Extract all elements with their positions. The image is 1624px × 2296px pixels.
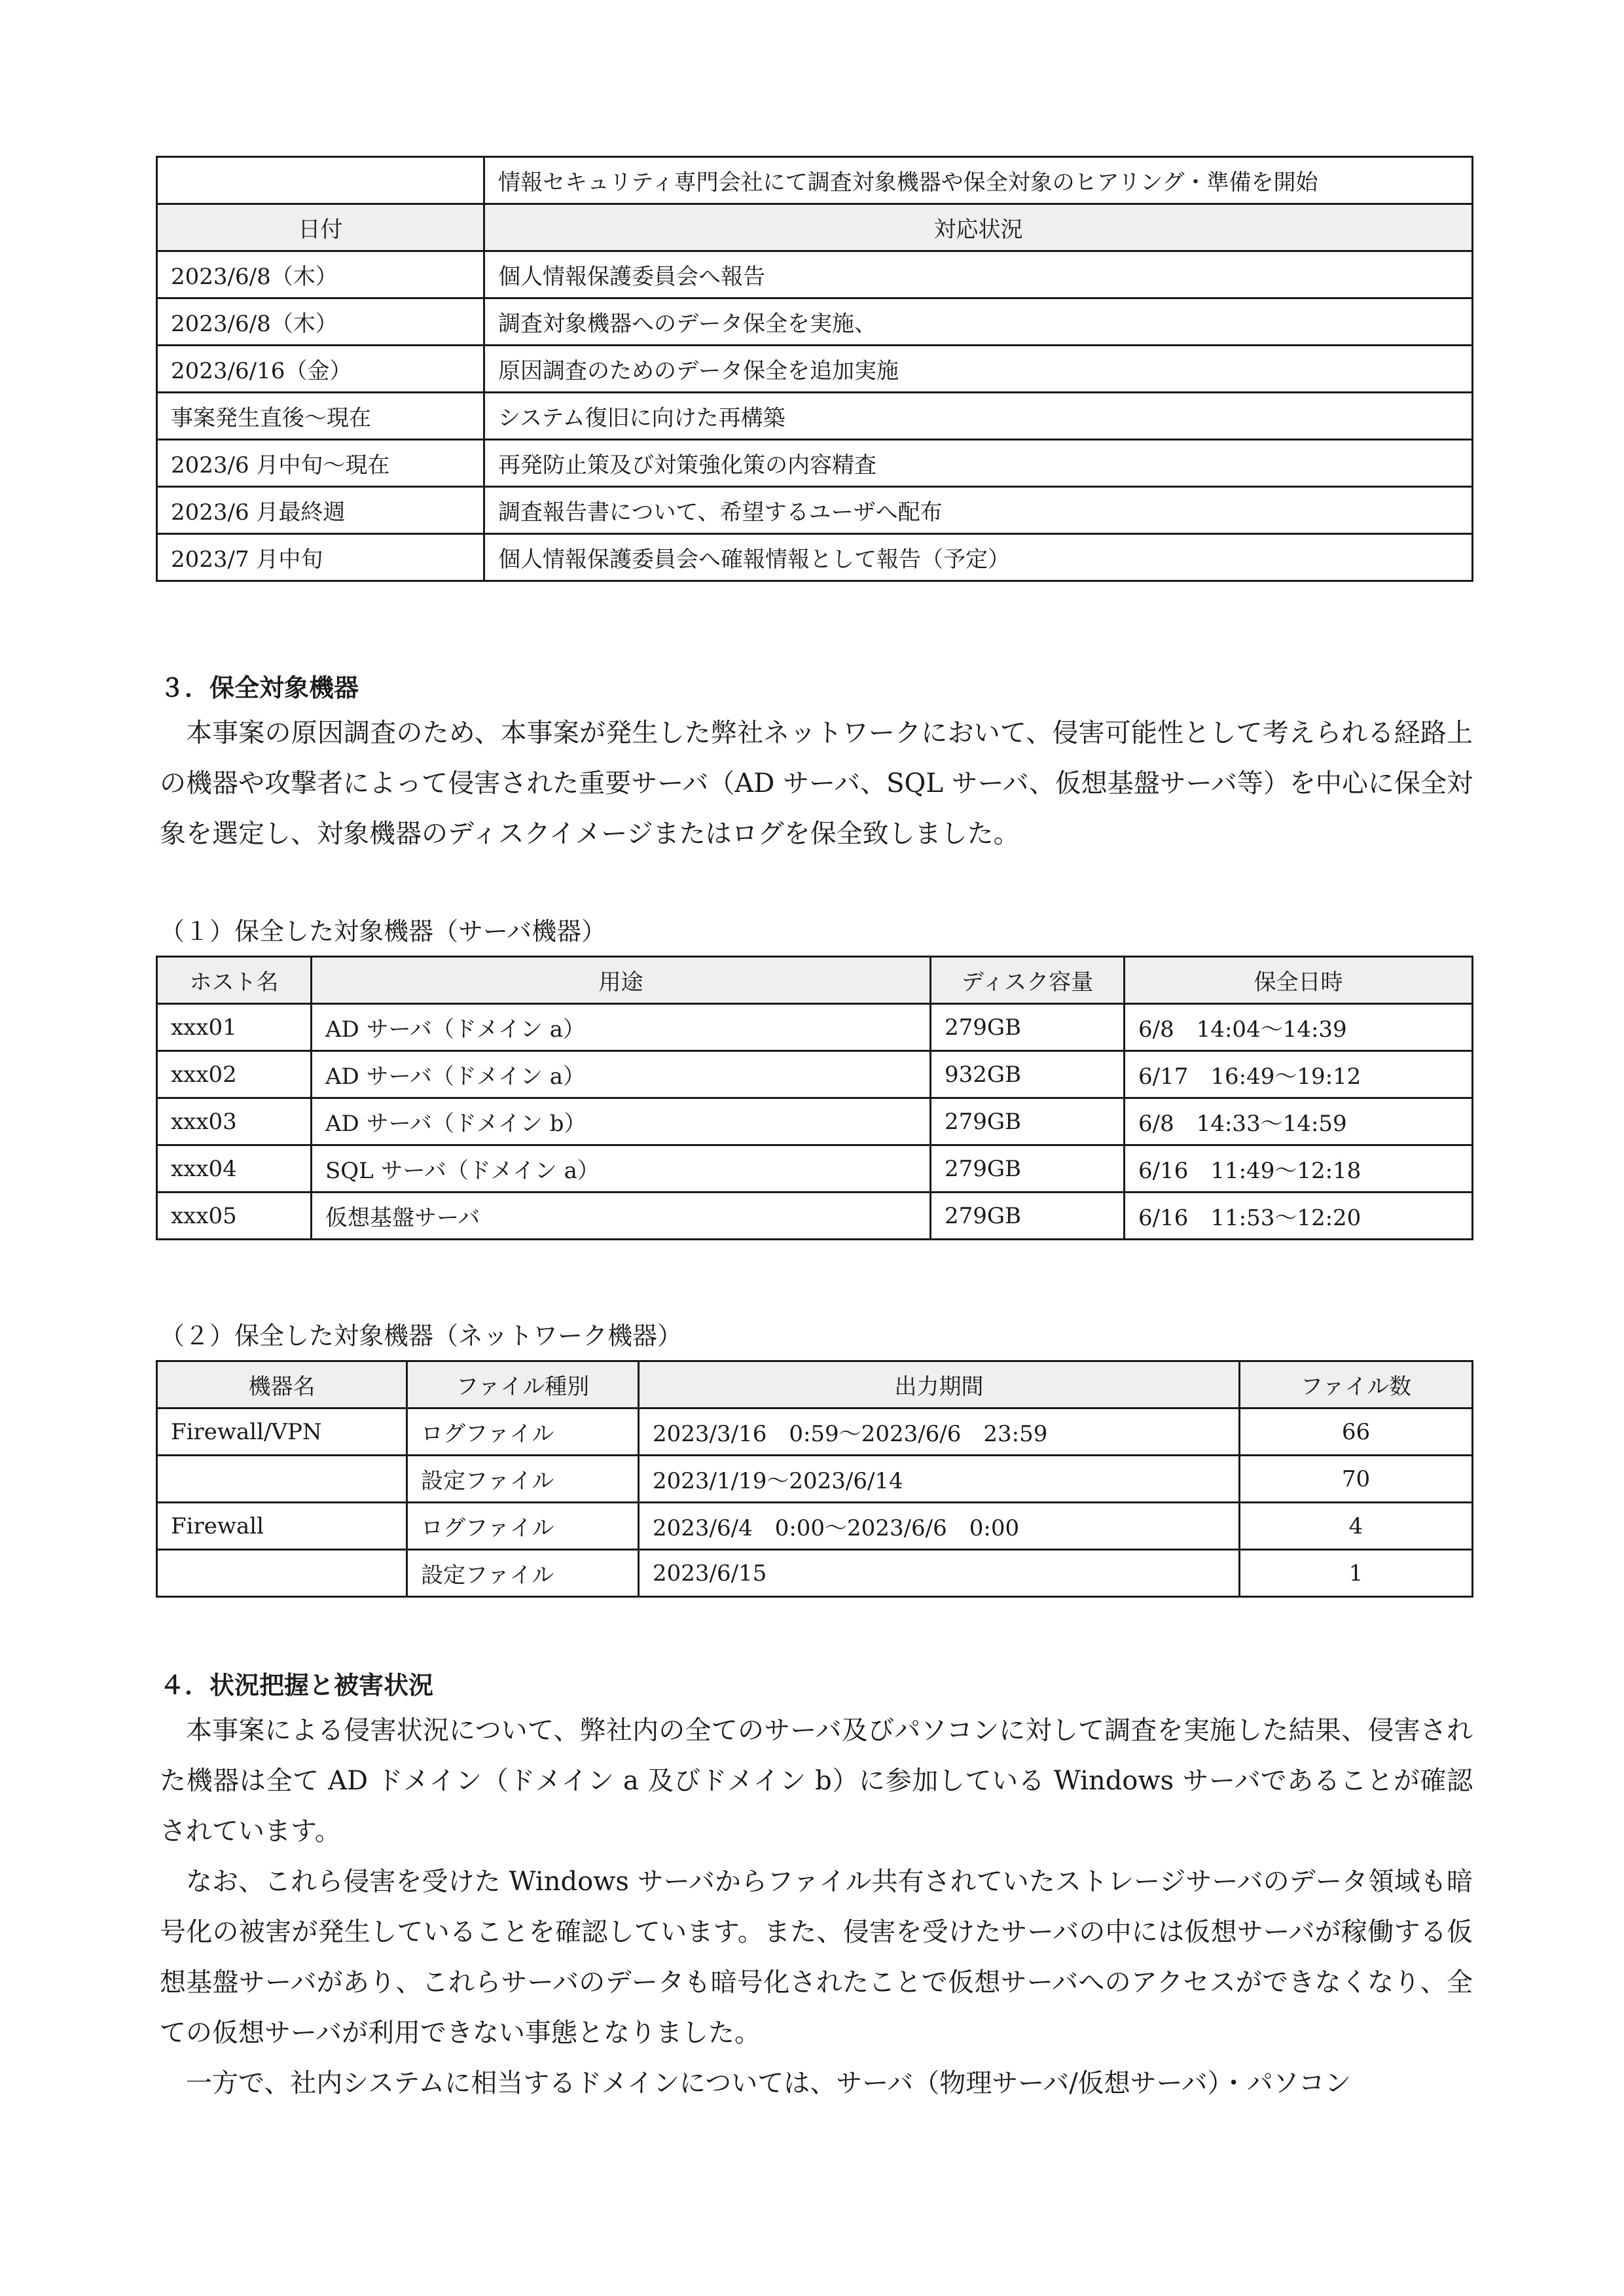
paragraph-text: 本事案の原因調査のため、本事案が発生した弊社ネットワークにおいて、侵害可能性として考えられる経路上の機器や攻撃者によって侵害された重要サーバ（AD サーバ、SQL サーバ、仮想基盤サーバ等）を中心に保全対象を選定し、対象機器のディスクイメージまたはログを保全致しました。: [160, 718, 1473, 849]
table-cell: 2023/6/8（木）: [157, 251, 484, 298]
paragraph-text: なお、これら侵害を受けた Windows サーバからファイル共有されていたストレージサーバのデータ領域も暗号化の被害が発生していることを確認しています。また、侵害を受けたサーバの中には仮想サーバが稼働する仮想基盤サーバがあり、これらサーバのデータも暗号化されたことで仮想サーバへのアクセスができなくなり、全ての仮想サーバが利用できない事態となりました。: [160, 1867, 1473, 2048]
column-header-use: 用途: [312, 957, 931, 1004]
table-cell: 個人情報保護委員会へ確報情報として報告（予定）: [484, 534, 1473, 581]
table-cell: [157, 1550, 407, 1597]
table-cell: AD サーバ（ドメイン b）: [312, 1098, 931, 1145]
table-cell: 調査対象機器へのデータ保全を実施、: [484, 298, 1473, 346]
table-caption: （２）保全した対象機器（ネットワーク機器）: [160, 1321, 683, 1350]
table-cell: 2023/7 月中旬: [157, 534, 484, 581]
column-header-date: 保全日時: [1125, 957, 1473, 1004]
table-cell: システム復旧に向けた再構築: [484, 393, 1473, 440]
table-cell: 事案発生直後～現在: [157, 393, 484, 440]
table-cell: 279GB: [931, 1004, 1125, 1051]
server-table: [156, 956, 1473, 1240]
paragraph-text: 一方で、社内システムに相当するドメインについては、サーバ（物理サーバ/仮想サーバ）・パソコン: [186, 2068, 1351, 2098]
table-row: [157, 251, 1473, 298]
table-cell: 2023/3/16 0:59～2023/6/6 23:59: [639, 1408, 1240, 1456]
table-cell: 再発防止策及び対策強化策の内容精査: [484, 440, 1473, 487]
table-row: [157, 440, 1473, 487]
table-cell: SQL サーバ（ドメイン a）: [312, 1145, 931, 1193]
table-row: [157, 393, 1473, 440]
section-heading: ４．状況把握と被害状況: [160, 1671, 434, 1700]
table-cell: 2023/6/15: [639, 1550, 1240, 1597]
table-cell: 情報セキュリティ専門会社にて調査対象機器や保全対象のヒアリング・準備を開始: [484, 157, 1473, 204]
column-header-count: ファイル数: [1240, 1361, 1473, 1408]
table-cell: 4: [1240, 1503, 1473, 1550]
paragraph-text: 本事案による侵害状況について、弊社内の全てのサーバ及びパソコンに対して調査を実施した結果、侵害された機器は全て AD ドメイン（ドメイン a 及びドメイン b）に参加している Windows サーバであることが確認されています。: [160, 1715, 1473, 1846]
table-cell: 設定ファイル: [407, 1456, 639, 1503]
table-cell: 調査報告書について、希望するユーザへ配布: [484, 487, 1473, 534]
table-cell: 6/8 14:04～14:39: [1125, 1004, 1473, 1051]
table-cell: 2023/6 月中旬～現在: [157, 440, 484, 487]
table-cell: AD サーバ（ドメイン a）: [312, 1004, 931, 1051]
table-cell: ログファイル: [407, 1503, 639, 1550]
table-cell: Firewall: [157, 1503, 407, 1550]
table-cell: 個人情報保護委員会へ報告: [484, 251, 1473, 298]
table-row: [157, 1098, 1473, 1145]
column-header-date: 日付: [157, 204, 484, 251]
table-cell: 仮想基盤サーバ: [312, 1193, 931, 1240]
network-table: [156, 1360, 1473, 1598]
column-header-host: ホスト名: [157, 957, 312, 1004]
table-cell: xxx03: [157, 1098, 312, 1145]
table-cell: 70: [1240, 1456, 1473, 1503]
column-header-device: 機器名: [157, 1361, 407, 1408]
table-row: [157, 1004, 1473, 1051]
table-cell: ログファイル: [407, 1408, 639, 1456]
table-cell: 2023/1/19～2023/6/14: [639, 1456, 1240, 1503]
table-cell: 6/8 14:33～14:59: [1125, 1098, 1473, 1145]
table-row: [157, 1503, 1473, 1550]
table-row: [157, 487, 1473, 534]
table-cell: 279GB: [931, 1145, 1125, 1193]
table-cell: xxx04: [157, 1145, 312, 1193]
table-cell: AD サーバ（ドメイン a）: [312, 1051, 931, 1098]
table-row: [157, 1550, 1473, 1597]
table-row: [157, 1408, 1473, 1456]
table-cell: 932GB: [931, 1051, 1125, 1098]
table-cell: 2023/6/8（木）: [157, 298, 484, 346]
timeline-table: [156, 156, 1473, 582]
table-cell: [157, 157, 484, 204]
column-header-type: ファイル種別: [407, 1361, 639, 1408]
table-row: [157, 298, 1473, 346]
table-cell: xxx05: [157, 1193, 312, 1240]
column-header-status: 対応状況: [484, 204, 1473, 251]
table-header-row: [157, 957, 1473, 1004]
table-cell: xxx02: [157, 1051, 312, 1098]
table-cell: 設定ファイル: [407, 1550, 639, 1597]
table-row: [157, 157, 1473, 204]
table-cell: 6/17 16:49～19:12: [1125, 1051, 1473, 1098]
table-cell: 2023/6/4 0:00～2023/6/6 0:00: [639, 1503, 1240, 1550]
table-cell: 279GB: [931, 1193, 1125, 1240]
table-row: [157, 346, 1473, 393]
table-row: [157, 1051, 1473, 1098]
table-row: [157, 534, 1473, 581]
section-paragraph: [160, 708, 1473, 859]
table-cell: 6/16 11:49～12:18: [1125, 1145, 1473, 1193]
table-cell: xxx01: [157, 1004, 312, 1051]
table-row: [157, 1193, 1473, 1240]
table-row: [157, 1456, 1473, 1503]
table-cell: 原因調査のためのデータ保全を追加実施: [484, 346, 1473, 393]
section-paragraph: [160, 1706, 1473, 2109]
table-cell: 66: [1240, 1408, 1473, 1456]
table-cell: Firewall/VPN: [157, 1408, 407, 1456]
table-caption: （１）保全した対象機器（サーバ機器）: [160, 917, 607, 946]
column-header-period: 出力期間: [639, 1361, 1240, 1408]
table-header-row: [157, 1361, 1473, 1408]
table-cell: 6/16 11:53～12:20: [1125, 1193, 1473, 1240]
table-header-row: [157, 204, 1473, 251]
table-cell: [157, 1456, 407, 1503]
table-cell: 2023/6 月最終週: [157, 487, 484, 534]
table-cell: 1: [1240, 1550, 1473, 1597]
column-header-disk: ディスク容量: [931, 957, 1125, 1004]
table-row: [157, 1145, 1473, 1193]
table-cell: 279GB: [931, 1098, 1125, 1145]
section-heading: ３．保全対象機器: [160, 673, 359, 702]
table-cell: 2023/6/16（金）: [157, 346, 484, 393]
